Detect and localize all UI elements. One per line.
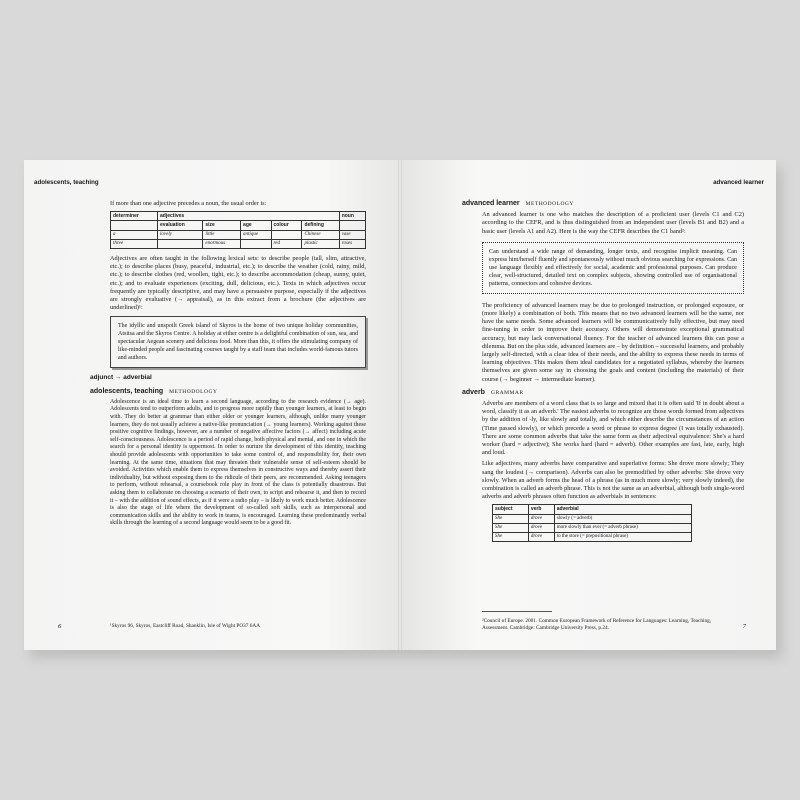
advanced-learner-body: The proficiency of advanced learners may be due to prolonged instruction, or prolonged exposure, or (more likely) a combination of both. This means that no two advanced learners will be the same, nor have the same needs. Some advanced learners will be communicatively fully effective, but may need fine-tuning in order to improve their accuracy. Others will demonstrate exceptional grammatical accuracy, but may lack conversational fluency. For the teacher of advanced learners this can pose a dilemma. But on the plus side, advanced learners are – by definition – successful learners, and probably largely self-directed, with a clear idea of their needs, and the ability to express these needs in terms of learning objectives. This makes them ideal candidates for a negotiated syllabus, whereby the learners themselves are given some say in choosing the goals and content (including the materials) of their course (→ beginner → intermediate learner).: [482, 301, 744, 383]
table-cell: [271, 230, 302, 239]
table-header-cell: subject: [493, 505, 529, 514]
table-cell: drove: [528, 523, 554, 532]
entry-heading-adverb: [462, 389, 744, 397]
book-spine: [398, 160, 402, 650]
entry-category: METHODOLOGY: [169, 388, 218, 395]
adjective-order-table: [110, 211, 366, 249]
table-cell: She: [493, 533, 529, 542]
table-header-cell: noun: [339, 212, 365, 221]
table-row: [493, 523, 692, 532]
table-header-cell: verb: [528, 505, 554, 514]
table-cell: [158, 239, 203, 248]
right-page-number: 7: [742, 623, 746, 630]
table-cell: drove: [528, 514, 554, 523]
right-running-head: advanced learner: [713, 179, 764, 186]
adolescents-body: Adolescence is an ideal time to learn a second language, according to the research evidence (→ age). Adolescents tend to outperform adults, and to progress more rapidly than younger learners, at least to begin with. They do better at grammar than either older or younger learners, although, unlike many younger learners, they do not usually achieve a native-like pronunciation (→ young learners). Working against these positive cognitive findings, however, are a number of negative affective factors (→ affect) including acute self-consciousness. Adolescence is a period of rapid change, both physical and mental, and one in which the search for a personal identity is uppermost. In order to nurture the development of this identity, teaching should provide adolescents with opportunities to take some control of, and responsibility for, their own learning. At the same time, situations that may threaten their vulnerable sense of self-esteem should be avoided. Activities which enable them to express themselves in constructive ways and thereby assert their individuality, but without exposing them to the ridicule of their peers, are recommended. Asking teenagers to perform, without rehearsal, a coursebook role play in front of the class is potentially disastrous. But asking them to collaborate on choosing a scenario of their own, to script and rehearse it, and then to record it – with the addition of sound effects, as if it were a radio play – is likely to work much better. Adolescence is also the stage of life where the development of so-called soft skills, such as interpersonal and communication skills and the ability to work in teams, is encouraged. Learning these predominantly verbal skills through the learning of a second language would seem to be a good fit.: [110, 398, 366, 527]
right-text-column: [462, 200, 744, 542]
entry-title: adverb: [462, 388, 485, 396]
table-header-cell: size: [203, 221, 241, 230]
table-cell: drove: [528, 533, 554, 542]
table-header-cell: adjectives: [158, 212, 340, 221]
table-header-cell: age: [241, 221, 271, 230]
table-header-cell: evaluation: [158, 221, 203, 230]
footnote-rule: [482, 611, 552, 612]
table-row: [493, 514, 692, 523]
table-row: [493, 533, 692, 542]
left-footnote: ¹Skyros 96, Skyros, Eastcliff Road, Shanklin, Isle of Wight PO37 6AA: [110, 623, 261, 629]
left-running-head: adolescents, teaching: [34, 179, 99, 186]
entry-title: adolescents, teaching: [90, 387, 164, 395]
left-page: [24, 160, 400, 650]
table-cell: [111, 221, 158, 230]
table-cell: Chinese: [302, 230, 339, 239]
table-cell: She: [493, 514, 529, 523]
table-cell: [241, 239, 271, 248]
right-footnote: ²Council of Europe. 2001. Common European Framework of Reference for Languages: Learning, Teaching, Assessment. Cambridge: Cambridge University Press, p.24.: [482, 618, 712, 631]
table-cell: more slowly than ever (= adverb phrase): [554, 523, 691, 532]
adverb-paragraph-1: Adverbs are members of a word class that is so large and mixed that it is often said 'If in doubt about a word, classify it as an adverb.' The easiest adverbs to recognize are those words formed from adjectives by the addition of -ly, like slowly and totally, and which either describe the circumstances of an action (Time passed slowly), or which precede a word or phrase to express degree (I was totally exhausted). There are some common adverbs that take the same form as their adjectival equivalence: She's a hard worker (hard = adjective); She works hard (hard = adverb). Other examples are fast, late, early, high and loud.: [482, 400, 744, 457]
entry-category: GRAMMAR: [490, 389, 524, 396]
table-cell: to the store (= prepositional phrase): [554, 533, 691, 542]
right-page: [400, 160, 776, 650]
entry-category: METHODOLOGY: [525, 201, 574, 207]
table-header-cell: determiner: [111, 212, 158, 221]
adverb-paragraph-2: Like adjectives, many adverbs have comparative and superlative forms: She drove more slowly; They sang the loudest (→ comparison). Adverbs can also be premodified by other adverbs: She drove very slowly. When an adverb forms the head of a phrase (as in much more slowly; very slowly indeed), the combination is called an adverb phrase. This is not the same as an adverbial, although both single-word adverbs and adverb phrases often function as adverbials in sentences:: [482, 460, 744, 501]
table-header-cell: defining: [302, 221, 339, 230]
table-cell: vase: [339, 230, 365, 239]
adjective-order-intro: If more than one adjective precedes a noun, the usual order is:: [110, 200, 267, 207]
table-cell: three: [111, 239, 158, 248]
cefr-c1-descriptor-box: Can understand a wide range of demanding, longer texts, and recognise implicit meaning. Can express him/herself fluently and spontaneously without much obvious searching for expressions. Can use language flexibly and effectively for social, academic and professional purposes. Can produce clear, well-structured, detailed text on complex subjects, showing controlled use of organisational patterns, connectors and cohesive devices.: [482, 242, 744, 294]
entry-heading-adolescents: [90, 388, 366, 396]
lexical-sets-paragraph: Adjectives are often taught in the following lexical sets: to describe people (tall, slim, attractive, etc.); to describe places (busy, peaceful, industrial, etc.); to describe the weather (cold, rainy, mild, etc.); to describe clothes (red, woollen, tight, etc.); to describe accommodation (cheap, sunny, quiet, etc.); and to evaluate experiences (exciting, dull, delicious, etc.). Texts in which adjectives occur frequently are typically descriptive, and may have a persuasive purpose, especially if the adjectives are strongly evaluative (→ appraisal), as in this extract from a brochure (the adjectives are underlined)¹:: [110, 255, 366, 312]
table-row: [111, 239, 366, 248]
table-cell: enormous: [203, 239, 241, 248]
cross-reference-adjunct: adjunct → adverbial: [90, 374, 152, 382]
table-cell: a: [111, 230, 158, 239]
open-book: [24, 160, 776, 650]
table-row: [111, 230, 366, 239]
table-cell: slowly (= adverb): [554, 514, 691, 523]
table-cell: lovely: [158, 230, 203, 239]
table-cell: [339, 221, 365, 230]
advanced-learner-intro: An advanced learner is one who matches the description of a proficient user (levels C1 and C2) according to the CEFR, and is thus distinguished from an independent user (levels B1 and B2) and a basic user (levels A1 and A2). Here is the way the CEFR describes the C1 band²:: [482, 211, 744, 235]
left-page-number: 6: [58, 623, 62, 630]
brochure-extract-box: The idyllic and unspoilt Greek island of Skyros is the home of two unique holiday communities, Atsitsa and the Skyros Centre. A holiday at either centre is a delightful combination of sun, sea, and spectacular Aegean scenery and delicious food. More than this, it offers the stimulating company of like-minded people and fascinating courses taught by a staff team that includes world-famous tutors and authors.: [110, 316, 366, 368]
left-text-column: [90, 200, 366, 531]
table-cell: plastic: [302, 239, 339, 248]
table-cell: little: [203, 230, 241, 239]
adverbial-table: [492, 504, 692, 542]
table-header-cell: colour: [271, 221, 302, 230]
entry-title: advanced learner: [462, 200, 520, 207]
table-cell: red: [271, 239, 302, 248]
entry-heading-advanced-learner: [462, 200, 744, 208]
table-cell: antique: [241, 230, 271, 239]
table-header-cell: adverbial: [554, 505, 691, 514]
table-cell: She: [493, 523, 529, 532]
table-cell: roses: [339, 239, 365, 248]
